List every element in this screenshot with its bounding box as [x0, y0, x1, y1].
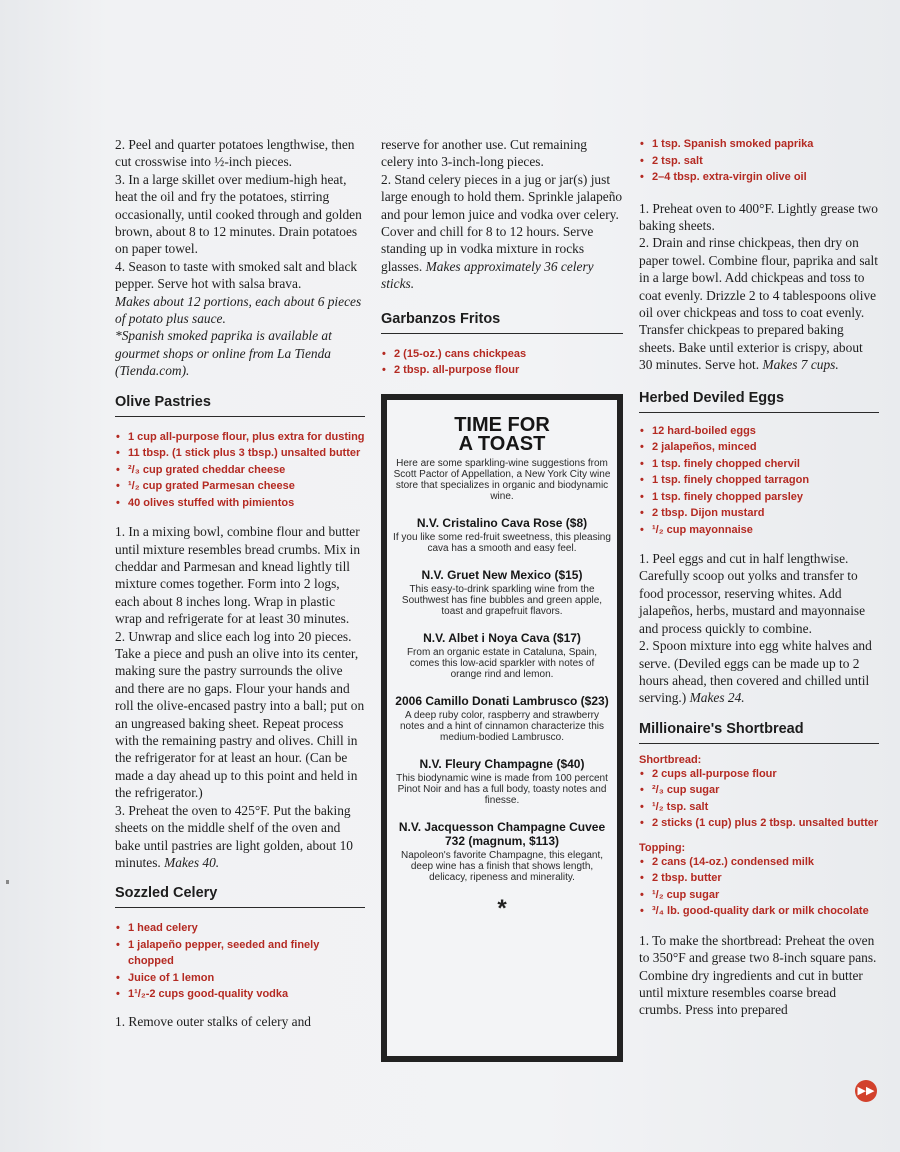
ingredient-item: • 40 olives stuffed with pimientos — [115, 495, 365, 512]
celery-ingredients-list — [115, 920, 365, 1003]
wine-item — [393, 568, 611, 617]
shortbread-heading: Millionaire's Shortbread — [639, 721, 879, 744]
ingredient-item: • ¹/₂ cup mayonnaise — [639, 522, 879, 539]
ingredient-item: • ¹/₂ tsp. salt — [639, 799, 879, 816]
wine-name: N.V. Fleury Champagne ($40) — [419, 757, 585, 771]
ingredient-item: • 1 tsp. finely chopped parsley — [639, 489, 879, 506]
ingredient-item: • 2 cups all-purpose flour — [639, 766, 879, 783]
wine-item — [393, 820, 611, 883]
ingredient-item: • 1¹/₂-2 cups good-quality vodka — [115, 986, 365, 1003]
toast-title-line-1: TIME FOR — [454, 414, 550, 436]
celery-yield: Makes approximately 36 celery sticks. — [381, 258, 594, 292]
ingredient-item: • 11 tbsp. (1 stick plus 3 tbsp.) unsalted butter — [115, 445, 365, 462]
ingredient-item: • 2 tbsp. all-purpose flour — [381, 362, 623, 379]
ingredient-item: • 2 tsp. salt — [639, 153, 879, 170]
wine-name: N.V. Jacquesson Champagne Cuvee 732 (magnum, $113) — [398, 820, 606, 848]
wine-name: 2006 Camillo Donati Lambrusco ($23) — [395, 694, 609, 708]
ingredient-item: • Juice of 1 lemon — [115, 970, 365, 987]
wine-item — [393, 631, 611, 680]
eggs-ingredients-list — [639, 423, 879, 539]
column-3 — [639, 136, 879, 1019]
wine-note: If you like some red-fruit sweetness, this pleasing cava has a smooth and easy feel. — [393, 532, 611, 554]
celery-step-2: 2. Stand celery pieces in a jug or jar(s) just large enough to hold them. Sprinkle jalapeño and pour lemon juice and vodka over celery. Cover and chill for 8 to 12 hours. Serve standing up in vodka mixture in rocks glasses. — [381, 171, 623, 274]
ingredient-item: • 2 tbsp. Dijon mustard — [639, 505, 879, 522]
eggs-step-2: 2. Spoon mixture into egg white halves and serve. (Deviled eggs can be made up to 2 hours ahead, then covered and chilled until serving.) — [639, 638, 872, 706]
eggs-yield: Makes 24. — [689, 690, 745, 706]
garbanzos-heading: Garbanzos Fritos — [381, 311, 623, 334]
olive-step-2: 2. Unwrap and slice each log into 20 pieces. Take a piece and push an olive into its center, making sure the pastry surrounds the olive and there are no gaps. Flour your hands and roll the olive-encased pastry into a ball; put on an ungreased baking sheet. Repeat process with the remaining pastry and olives. Chill in the refrigerator for at least an hour. (Can be made a day ahead up to this point and held in the refrigerator.) — [115, 628, 365, 801]
wine-note: This biodynamic wine is made from 100 percent Pinot Noir and has a full body, toasty notes and finesse. — [396, 773, 608, 806]
ingredient-item: • 1 jalapeño pepper, seeded and finely chopped — [115, 937, 365, 970]
olive-step-1: 1. In a mixing bowl, combine flour and butter until mixture resembles bread crumbs. Mix in cheddar and Parmesan and knead lightly till mixture comes together. Form into 2 logs, each about 8 inches long. Wrap in plastic wrap and refrigerate for at least 30 minutes. — [115, 524, 361, 627]
ingredient-item: • 2–4 tbsp. extra-virgin olive oil — [639, 169, 879, 186]
ingredient-item: • 1 tsp. Spanish smoked paprika — [639, 136, 879, 153]
garbanzos-yield: Makes 7 cups. — [762, 357, 839, 373]
garbanzos-ingredients-list-cont — [639, 136, 879, 186]
topping-subheading: Topping: — [639, 841, 686, 854]
topping-ingredients-list — [639, 854, 879, 920]
potato-step-2: 2. Peel and quarter potatoes lengthwise, then cut crosswise into ½-inch pieces. — [115, 137, 355, 170]
toast-intro: Here are some sparkling-wine suggestions from Scott Pactor of Appellation, a New York City wine store that specializes in organic and biodynamic wine. — [393, 458, 611, 502]
potato-yield: Makes about 12 portions, each about 6 pieces of potato plus sauce. — [115, 293, 362, 327]
wine-item — [393, 757, 611, 806]
ingredient-item: • 1 cup all-purpose flour, plus extra for dusting — [115, 429, 365, 446]
shortbread-ingredients-list — [639, 766, 879, 832]
ingredient-item: • 2 jalapeños, minced — [639, 439, 879, 456]
garbanzos-ingredients-list — [381, 346, 623, 379]
ingredient-item: • 1 head celery — [115, 920, 365, 937]
potato-step-3: 3. In a large skillet over medium-high heat, heat the oil and fry the potatoes, stirring occasionally, until cooked through and golden brown, about 8 to 12 minutes. Drain potatoes on paper towel. — [115, 171, 362, 257]
sozzled-celery-heading: Sozzled Celery — [115, 885, 365, 908]
deviled-eggs-heading: Herbed Deviled Eggs — [639, 390, 879, 413]
ingredient-item: • ²/₃ cup grated cheddar cheese — [115, 462, 365, 479]
olive-yield: Makes 40. — [164, 854, 220, 870]
column-1 — [115, 136, 365, 1030]
time-for-a-toast-box — [381, 394, 623, 1062]
ingredient-item: • ²/₃ cup sugar — [639, 782, 879, 799]
toast-title-line-2: A TOAST — [458, 433, 546, 455]
ingredient-item: • ³/₄ lb. good-quality dark or milk chocolate — [639, 903, 879, 920]
wine-note: This easy-to-drink sparkling wine from the Southwest has fine bubbles and green apple, toast and grapefruit flavors. — [401, 584, 603, 617]
garbanzos-step-2: 2. Drain and rinse chickpeas, then dry on paper towel. Combine flour, paprika and salt in a large bowl. Add chickpeas and toss to coat evenly. Drizzle 2 to 4 tablespoons olive oil over chickpeas and toss to coat evenly. Transfer chickpeas to prepared baking sheets. Bake until exterior is crispy, about 30 minutes. Serve hot. — [639, 235, 878, 373]
eggs-step-1: 1. Peel eggs and cut in half lengthwise. Carefully scoop out yolks and transfer to food processor, reserving whites. Add jalapeños, herbs, mustard and mayonnaise and process quickly to combine. — [639, 551, 866, 636]
wine-name: N.V. Albet i Noya Cava ($17) — [423, 631, 581, 645]
ingredient-item: • 2 sticks (1 cup) plus 2 tbsp. unsalted butter — [639, 815, 879, 832]
potato-step-4: 4. Season to taste with smoked salt and black pepper. Serve hot with salsa brava. — [115, 258, 358, 292]
wine-name: N.V. Gruet New Mexico ($15) — [421, 568, 583, 582]
olive-ingredients-list — [115, 429, 365, 512]
garbanzos-step-1: 1. Preheat oven to 400°F. Lightly grease two baking sheets. — [639, 200, 878, 233]
end-mark-icon: * — [497, 895, 507, 922]
olive-pastries-heading: Olive Pastries — [115, 394, 365, 417]
celery-step-1: 1. Remove outer stalks of celery and — [115, 1013, 311, 1029]
ingredient-item: • 2 (15-oz.) cans chickpeas — [381, 346, 623, 363]
ingredient-item: • 2 tbsp. butter — [639, 870, 879, 887]
wine-item — [393, 694, 611, 743]
shortbread-step-1: 1. To make the shortbread: Preheat the oven to 350°F and grease two 8-inch square pans. Combine dry ingredients and cut in butter until mixture resembles coarse bread crumbs. Press into prepared — [639, 932, 877, 1018]
celery-step-1-cont: reserve for another use. Cut remaining celery into 3-inch-long pieces. — [381, 137, 587, 170]
wine-note: Napoleon's favorite Champagne, this elegant, deep wine has a finish that shows length, delicacy, ripeness and minerality. — [400, 850, 604, 883]
ingredient-item: • 2 cans (14-oz.) condensed milk — [639, 854, 879, 871]
shortbread-subheading: Shortbread: — [639, 753, 702, 766]
potato-note: *Spanish smoked paprika is available at gourmet shops or online from La Tienda (Tienda.com). — [115, 328, 332, 379]
wine-name: N.V. Cristalino Cava Rose ($8) — [416, 516, 588, 530]
wine-note: From an organic estate in Cataluna, Spain, comes this low-acid sparkler with notes of orange rind and lemon. — [406, 647, 598, 680]
column-2 — [381, 136, 623, 379]
ingredient-item: • ¹/₂ cup grated Parmesan cheese — [115, 478, 365, 495]
wine-note: A deep ruby color, raspberry and strawberry notes and a hint of cinnamon characterize this medium-bodied Lambrusco. — [399, 710, 604, 743]
next-page-arrow-icon[interactable]: ▶▶ — [855, 1080, 877, 1102]
ingredient-item: • 1 tsp. finely chopped chervil — [639, 456, 879, 473]
scan-mark — [6, 880, 9, 884]
ingredient-item: • 1 tsp. finely chopped tarragon — [639, 472, 879, 489]
ingredient-item: • ¹/₂ cup sugar — [639, 887, 879, 904]
olive-step-3: 3. Preheat the oven to 425°F. Put the baking sheets on the middle shelf of the oven and bake until pastries are light golden, about 10 minutes. — [115, 802, 353, 870]
ingredient-item: • 12 hard-boiled eggs — [639, 423, 879, 440]
wine-item — [393, 516, 611, 554]
